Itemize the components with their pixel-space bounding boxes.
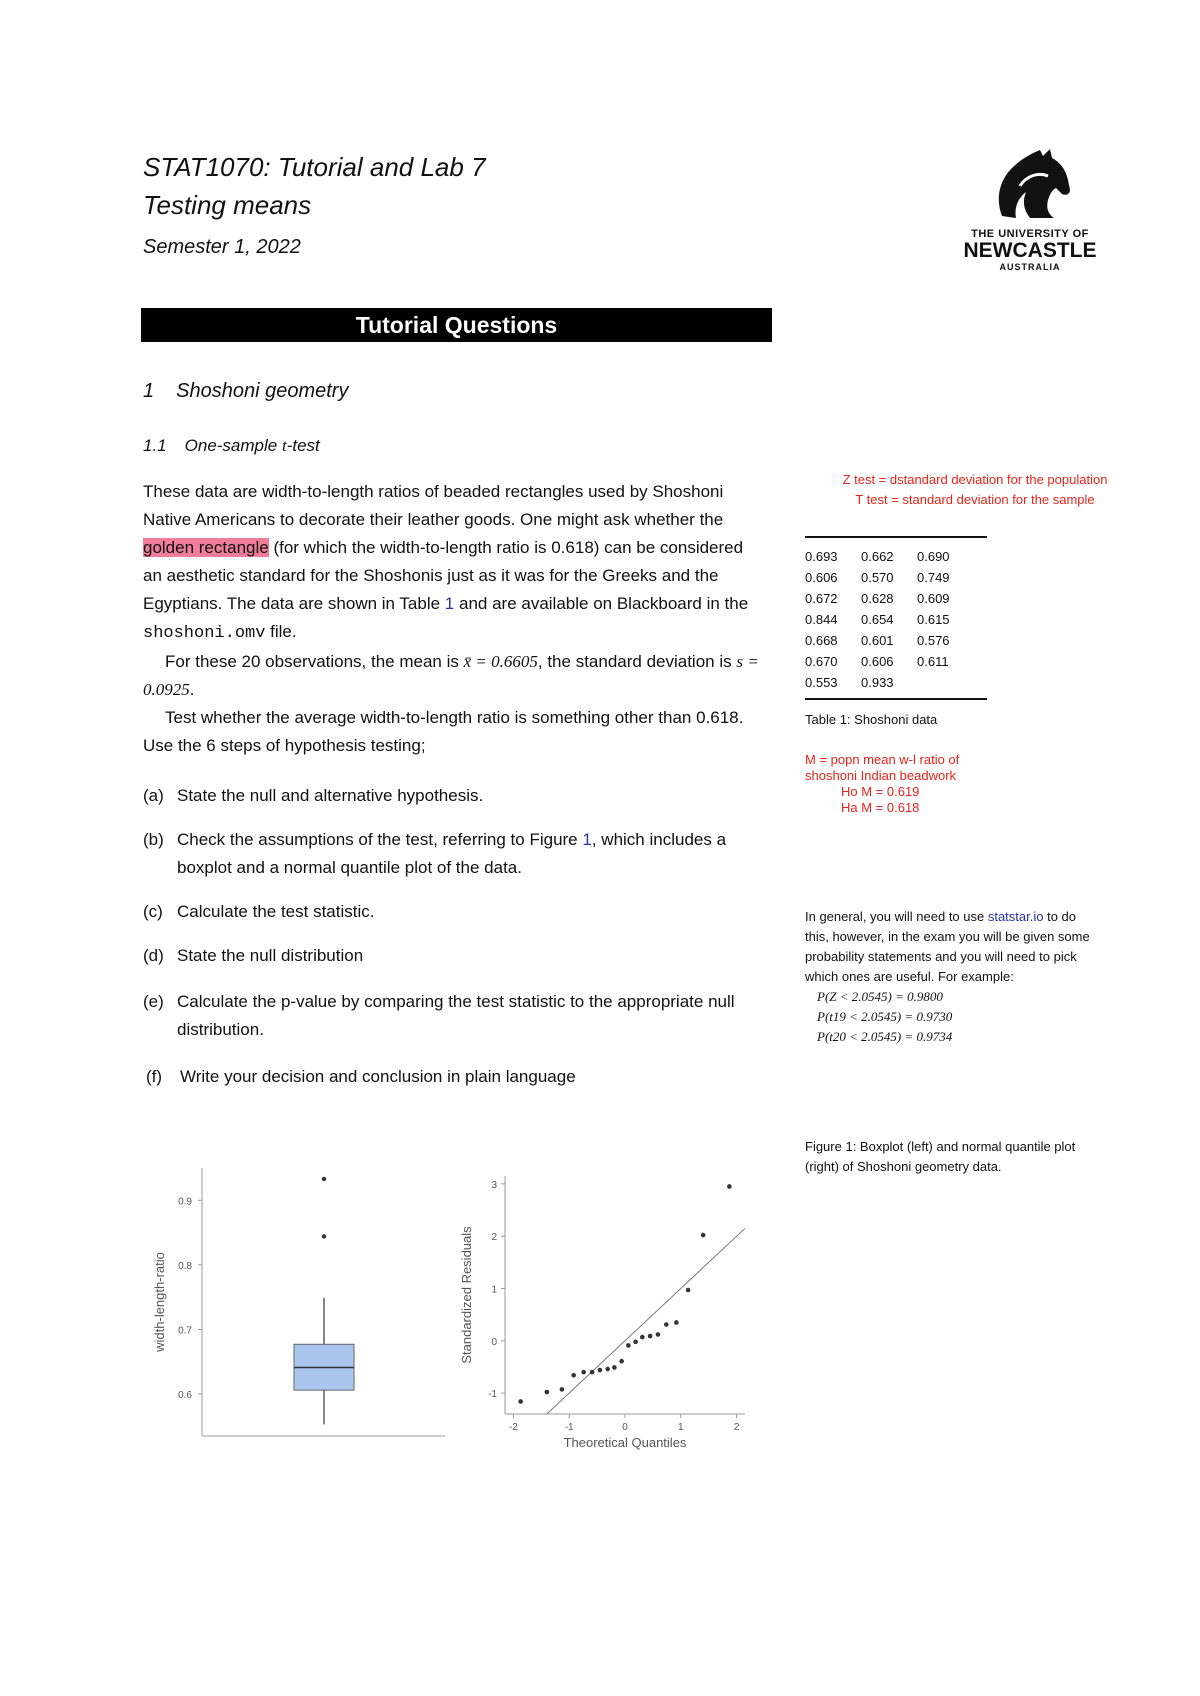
document-title: STAT1070: Tutorial and Lab 7 — [143, 152, 486, 182]
x-axis-title: Theoretical Quantiles — [563, 1435, 687, 1450]
y-tick-label: 1 — [491, 1284, 497, 1296]
null-hypothesis: Ho M = 0.619 — [841, 784, 920, 799]
table-row — [805, 651, 973, 672]
boxplot-chart — [150, 1160, 450, 1455]
data-point — [633, 1340, 638, 1345]
subsection-number: 1.1 — [143, 436, 167, 455]
table-row — [805, 546, 973, 567]
x-tick-label: -2 — [508, 1422, 518, 1433]
step-text: Write your decision and conclusion in plain language — [180, 1067, 576, 1086]
data-file-name: shoshoni.omv — [143, 624, 266, 643]
y-tick-label: 3 — [491, 1179, 497, 1191]
step-text: Calculate the p-value by comparing the test statistic to the appropriate null distribution. — [177, 992, 735, 1039]
table-cell: 0.749 — [917, 570, 950, 585]
data-point — [518, 1399, 523, 1404]
figure-ref-link[interactable]: 1 — [582, 830, 592, 849]
mu-definition-1: M = popn mean w-l ratio of — [805, 752, 960, 767]
data-point — [598, 1368, 603, 1373]
z-test-note: Z test = dstandard deviation for the population — [842, 472, 1108, 487]
y-tick-label: 0.8 — [178, 1260, 192, 1272]
table-cell: 0.668 — [805, 633, 838, 648]
logo-line3: AUSTRALIA — [999, 262, 1061, 272]
subsection-title-t: t — [281, 436, 287, 455]
section-number: 1 — [143, 380, 155, 402]
step-label: (a) — [143, 786, 164, 805]
table-cell: 0.553 — [805, 675, 838, 690]
table-cell: 0.570 — [861, 570, 894, 585]
data-point — [612, 1365, 617, 1370]
shoshoni-data-table — [805, 536, 987, 700]
table-cell: 0.601 — [861, 633, 894, 648]
para2-text-b: , the standard deviation is — [537, 652, 737, 671]
para1-text-b: (for which the width-to-length ratio is 0.618) can be considered an aesthetic standard for the Shoshonis just as it was for the Greeks and the Egyptians. The data are shown in Table — [143, 538, 744, 613]
data-table — [805, 546, 973, 693]
y-tick-label: 0.7 — [178, 1325, 192, 1337]
table-cell: 0.693 — [805, 549, 838, 564]
table-cell: 0.933 — [861, 675, 894, 690]
mu-definition-2: shoshoni Indian beadwork — [805, 768, 957, 783]
x-tick-label: 1 — [678, 1422, 684, 1433]
step-e — [143, 988, 765, 1044]
data-point — [545, 1390, 550, 1395]
para1-text-d: file. — [265, 622, 297, 641]
step-text-b: , which includes a boxplot and a normal quantile plot of the data. — [177, 830, 727, 877]
alternative-hypothesis: Ha M = 0.618 — [841, 800, 920, 815]
data-point — [590, 1370, 595, 1375]
semester-label: Semester 1, 2022 — [143, 236, 301, 258]
section-heading — [143, 380, 348, 403]
t-test-note: T test = standard deviation for the sample — [855, 492, 1095, 507]
figure-caption: Figure 1: Boxplot (left) and normal quantile plot (right) of Shoshoni geometry data. — [805, 1139, 1076, 1174]
data-point — [640, 1335, 645, 1340]
step-label: (f) — [146, 1067, 163, 1086]
data-point — [664, 1322, 669, 1327]
table-cell: 0.615 — [917, 612, 950, 627]
sample-mean: x̄ = 0.6605 — [463, 652, 538, 671]
table-row — [805, 630, 973, 651]
step-label: (d) — [143, 946, 164, 965]
data-point — [571, 1373, 576, 1378]
step-label: (b) — [143, 830, 164, 849]
table-caption: Table 1: Shoshoni data — [805, 712, 938, 727]
table-cell: 0.670 — [805, 654, 838, 669]
table-cell: 0.628 — [861, 591, 894, 606]
table-ref-link[interactable]: 1 — [444, 594, 455, 613]
sidenote-paragraph — [805, 907, 1091, 1047]
task-paragraph: Test whether the average width-to-length ratio is something other than 0.618. Use the 6 steps of hypothesis testing; — [143, 708, 744, 755]
y-axis-title: Standardized Residuals — [459, 1226, 474, 1364]
table-row — [805, 609, 973, 630]
x-tick-label: -1 — [564, 1422, 574, 1433]
table-cell: 0.672 — [805, 591, 838, 606]
y-tick-label: 2 — [491, 1232, 497, 1244]
handwritten-annotation-tests — [790, 470, 1160, 510]
section-title: Shoshoni geometry — [176, 380, 349, 402]
table-cell: 0.844 — [805, 612, 838, 627]
data-point — [701, 1233, 706, 1238]
para1-text-c: and are available on Blackboard in the — [454, 594, 749, 613]
table-row — [805, 672, 973, 693]
table-cell: 0.611 — [917, 654, 949, 669]
probability-statement-z: P(Z < 2.0545) = 0.9800 — [817, 989, 943, 1004]
step-d — [143, 942, 765, 970]
step-a — [143, 782, 765, 810]
table-cell: 0.662 — [861, 549, 894, 564]
data-point — [605, 1367, 610, 1372]
sample-sd: s = 0.0925 — [143, 652, 759, 699]
qq-plot-chart — [455, 1170, 755, 1455]
para2-text-a: For these 20 observations, the mean is — [165, 652, 464, 671]
section-banner: Tutorial Questions — [141, 308, 772, 342]
table-cell: 0.576 — [917, 633, 950, 648]
step-label: (c) — [143, 902, 163, 921]
data-point — [581, 1370, 586, 1375]
x-tick-label: 2 — [733, 1422, 740, 1433]
step-text: Calculate the test statistic. — [177, 902, 375, 921]
subsection-heading — [143, 436, 320, 456]
step-c — [143, 898, 765, 926]
reference-line — [547, 1228, 745, 1414]
y-tick-label: 0.9 — [178, 1196, 192, 1208]
horse-head-icon — [960, 146, 1100, 221]
outlier-point — [322, 1234, 326, 1238]
table-cell: 0.690 — [917, 549, 950, 564]
sidenote-text-b: to do this, however, in the exam you will be given some probability statements and you will need to pick which ones are useful. For example: — [805, 909, 1090, 984]
statstar-link[interactable]: statstar.io — [987, 909, 1044, 924]
para2-text-c: . — [189, 680, 195, 699]
y-axis-title: width-length-ratio — [152, 1252, 167, 1352]
data-point — [727, 1184, 732, 1189]
probability-statement-t19: P(t19 < 2.0545) = 0.9730 — [817, 1009, 953, 1024]
stats-paragraph — [143, 648, 765, 704]
subsection-title-b: -test — [286, 436, 320, 455]
data-point — [656, 1332, 661, 1337]
logo-line2: NEWCASTLE — [963, 239, 1097, 262]
step-b — [143, 826, 765, 882]
step-label: (e) — [143, 992, 164, 1011]
table-row — [805, 567, 973, 588]
highlighted-term: golden rectangle — [143, 538, 269, 557]
step-text-a: Check the assumptions of the test, referring to Figure — [177, 830, 583, 849]
data-point — [619, 1359, 624, 1364]
document-subtitle: Testing means — [143, 190, 312, 220]
para1-text-a: These data are width-to-length ratios of beaded rectangles used by Shoshoni Native Americans to decorate their leather goods. One might ask whether the — [143, 482, 724, 529]
y-tick-label: 0 — [491, 1336, 497, 1348]
table-cell — [917, 672, 973, 693]
data-point — [686, 1288, 691, 1293]
subsection-title-a: One-sample — [184, 436, 282, 455]
table-cell: 0.609 — [917, 591, 950, 606]
handwritten-annotation-hypotheses — [805, 752, 1025, 816]
logo-line1: THE UNIVERSITY OF — [971, 228, 1089, 240]
table-cell: 0.606 — [805, 570, 838, 585]
step-f — [146, 1063, 768, 1091]
data-point — [626, 1343, 631, 1348]
step-text: State the null distribution — [177, 946, 364, 965]
data-point — [560, 1387, 565, 1392]
y-tick-label: 0.6 — [178, 1390, 192, 1402]
sidenote-text-a: In general, you will need to use — [805, 909, 988, 924]
probability-statement-t20: P(t20 < 2.0545) = 0.9734 — [817, 1029, 953, 1044]
university-logo — [960, 146, 1100, 286]
x-tick-label: 0 — [622, 1422, 628, 1433]
table-row — [805, 588, 973, 609]
data-point — [648, 1334, 653, 1339]
y-tick-label: -1 — [488, 1389, 497, 1401]
outlier-point — [322, 1177, 326, 1181]
data-point — [674, 1320, 679, 1325]
table-cell: 0.654 — [861, 612, 894, 627]
intro-paragraph — [143, 478, 765, 648]
step-text: State the null and alternative hypothesis. — [177, 786, 484, 805]
table-cell: 0.606 — [861, 654, 894, 669]
